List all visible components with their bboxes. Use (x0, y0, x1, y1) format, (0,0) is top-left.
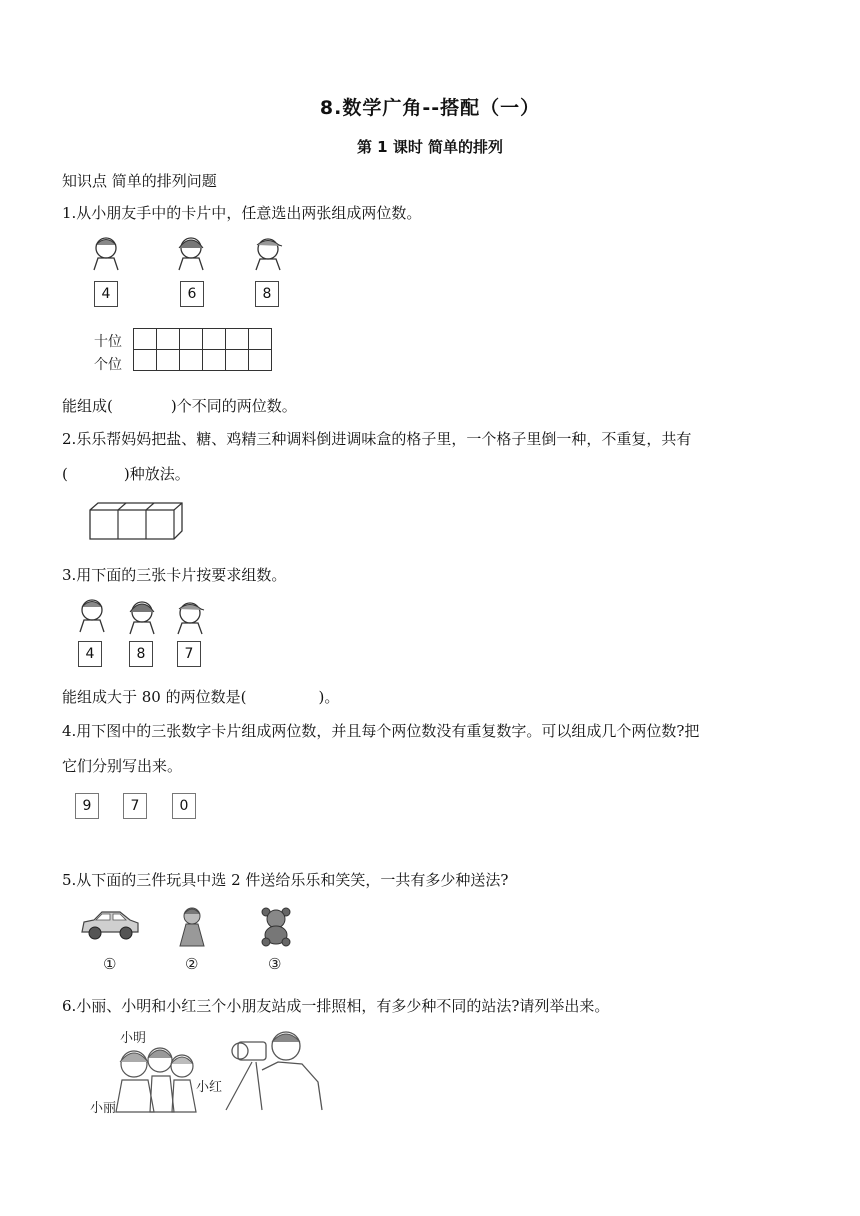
grid-cell[interactable] (203, 329, 226, 350)
number-card: 9 (75, 793, 99, 819)
q1-answer-suffix: )个不同的两位数。 (170, 397, 297, 415)
number-card: 0 (172, 793, 196, 819)
grid-cell[interactable] (180, 350, 203, 371)
grid-cell[interactable] (134, 350, 157, 371)
number-card: 6 (180, 281, 204, 307)
q3-text: 3.用下面的三张卡片按要求组数。 (62, 566, 287, 584)
q4-text-line2: 它们分别写出来。 (62, 757, 183, 775)
child-girl-illustration (122, 600, 162, 634)
q2-answer-line (62, 464, 190, 484)
q3-answer-prefix: 能组成大于 80 的两位数是( (62, 688, 247, 706)
q1-text: 1.从小朋友手中的卡片中，任意选出两张组成两位数。 (62, 204, 422, 222)
page-title: 8.数学广角--搭配（一） (319, 97, 541, 119)
number-card: 4 (78, 641, 102, 667)
child-boy-cap-illustration (248, 236, 288, 270)
seasoning-box-illustration (90, 502, 182, 540)
child-name-label: 小红 (196, 1080, 223, 1095)
tens-place-label: 十位 (94, 334, 122, 350)
q3-answer-line (62, 687, 339, 707)
number-card: 8 (129, 641, 153, 667)
q5-text: 5.从下面的三件玩具中选 2 件送给乐乐和笑笑，一共有多少种送法? (62, 871, 509, 889)
toy-label: ② (185, 955, 199, 973)
grid-cell[interactable] (249, 350, 272, 371)
q6-text: 6.小丽、小明和小红三个小朋友站成一排照相，有多少种不同的站法?请列举出来。 (62, 997, 610, 1015)
grid-cell[interactable] (157, 350, 180, 371)
toy-label: ① (103, 955, 117, 973)
child-boy-illustration (72, 598, 112, 632)
doll-icon (174, 906, 210, 948)
teddy-bear-icon (256, 906, 296, 946)
q2-answer-suffix: )种放法。 (123, 465, 190, 483)
place-value-grid (133, 328, 272, 371)
q1-answer-line (62, 396, 297, 416)
page-subtitle: 第 1 课时 简单的排列 (356, 138, 504, 156)
grid-cell[interactable] (157, 329, 180, 350)
child-girl-illustration (171, 236, 211, 270)
number-card: 7 (123, 793, 147, 819)
section-heading: 知识点 简单的排列问题 (62, 172, 217, 190)
q4-text: 4.用下图中的三张数字卡片组成两位数，并且每个两位数没有重复数字。可以组成几个两位数?把 (62, 722, 700, 740)
grid-cell[interactable] (226, 329, 249, 350)
ones-place-label: 个位 (94, 357, 122, 373)
q2-answer-prefix: ( (62, 465, 68, 483)
child-boy-illustration (86, 236, 126, 270)
child-boy-cap-illustration (170, 600, 210, 634)
q3-answer-suffix: )。 (318, 688, 340, 706)
grid-cell[interactable] (180, 329, 203, 350)
toy-label: ③ (268, 955, 282, 973)
child-name-label: 小明 (120, 1031, 147, 1046)
grid-cell[interactable] (203, 350, 226, 371)
grid-cell[interactable] (134, 329, 157, 350)
grid-cell[interactable] (226, 350, 249, 371)
grid-cell[interactable] (249, 329, 272, 350)
child-name-label: 小丽 (90, 1101, 117, 1116)
q2-text: 2.乐乐帮妈妈把盐、糖、鸡精三种调料倒进调味盒的格子里，一个格子里倒一种，不重复，共有 (62, 430, 692, 448)
number-card: 8 (255, 281, 279, 307)
toy-car-icon (80, 908, 140, 942)
photographer-illustration (222, 1030, 332, 1110)
three-children-illustration (108, 1042, 204, 1112)
number-card: 7 (177, 641, 201, 667)
number-card: 4 (94, 281, 118, 307)
q1-answer-prefix: 能组成( (62, 397, 113, 415)
